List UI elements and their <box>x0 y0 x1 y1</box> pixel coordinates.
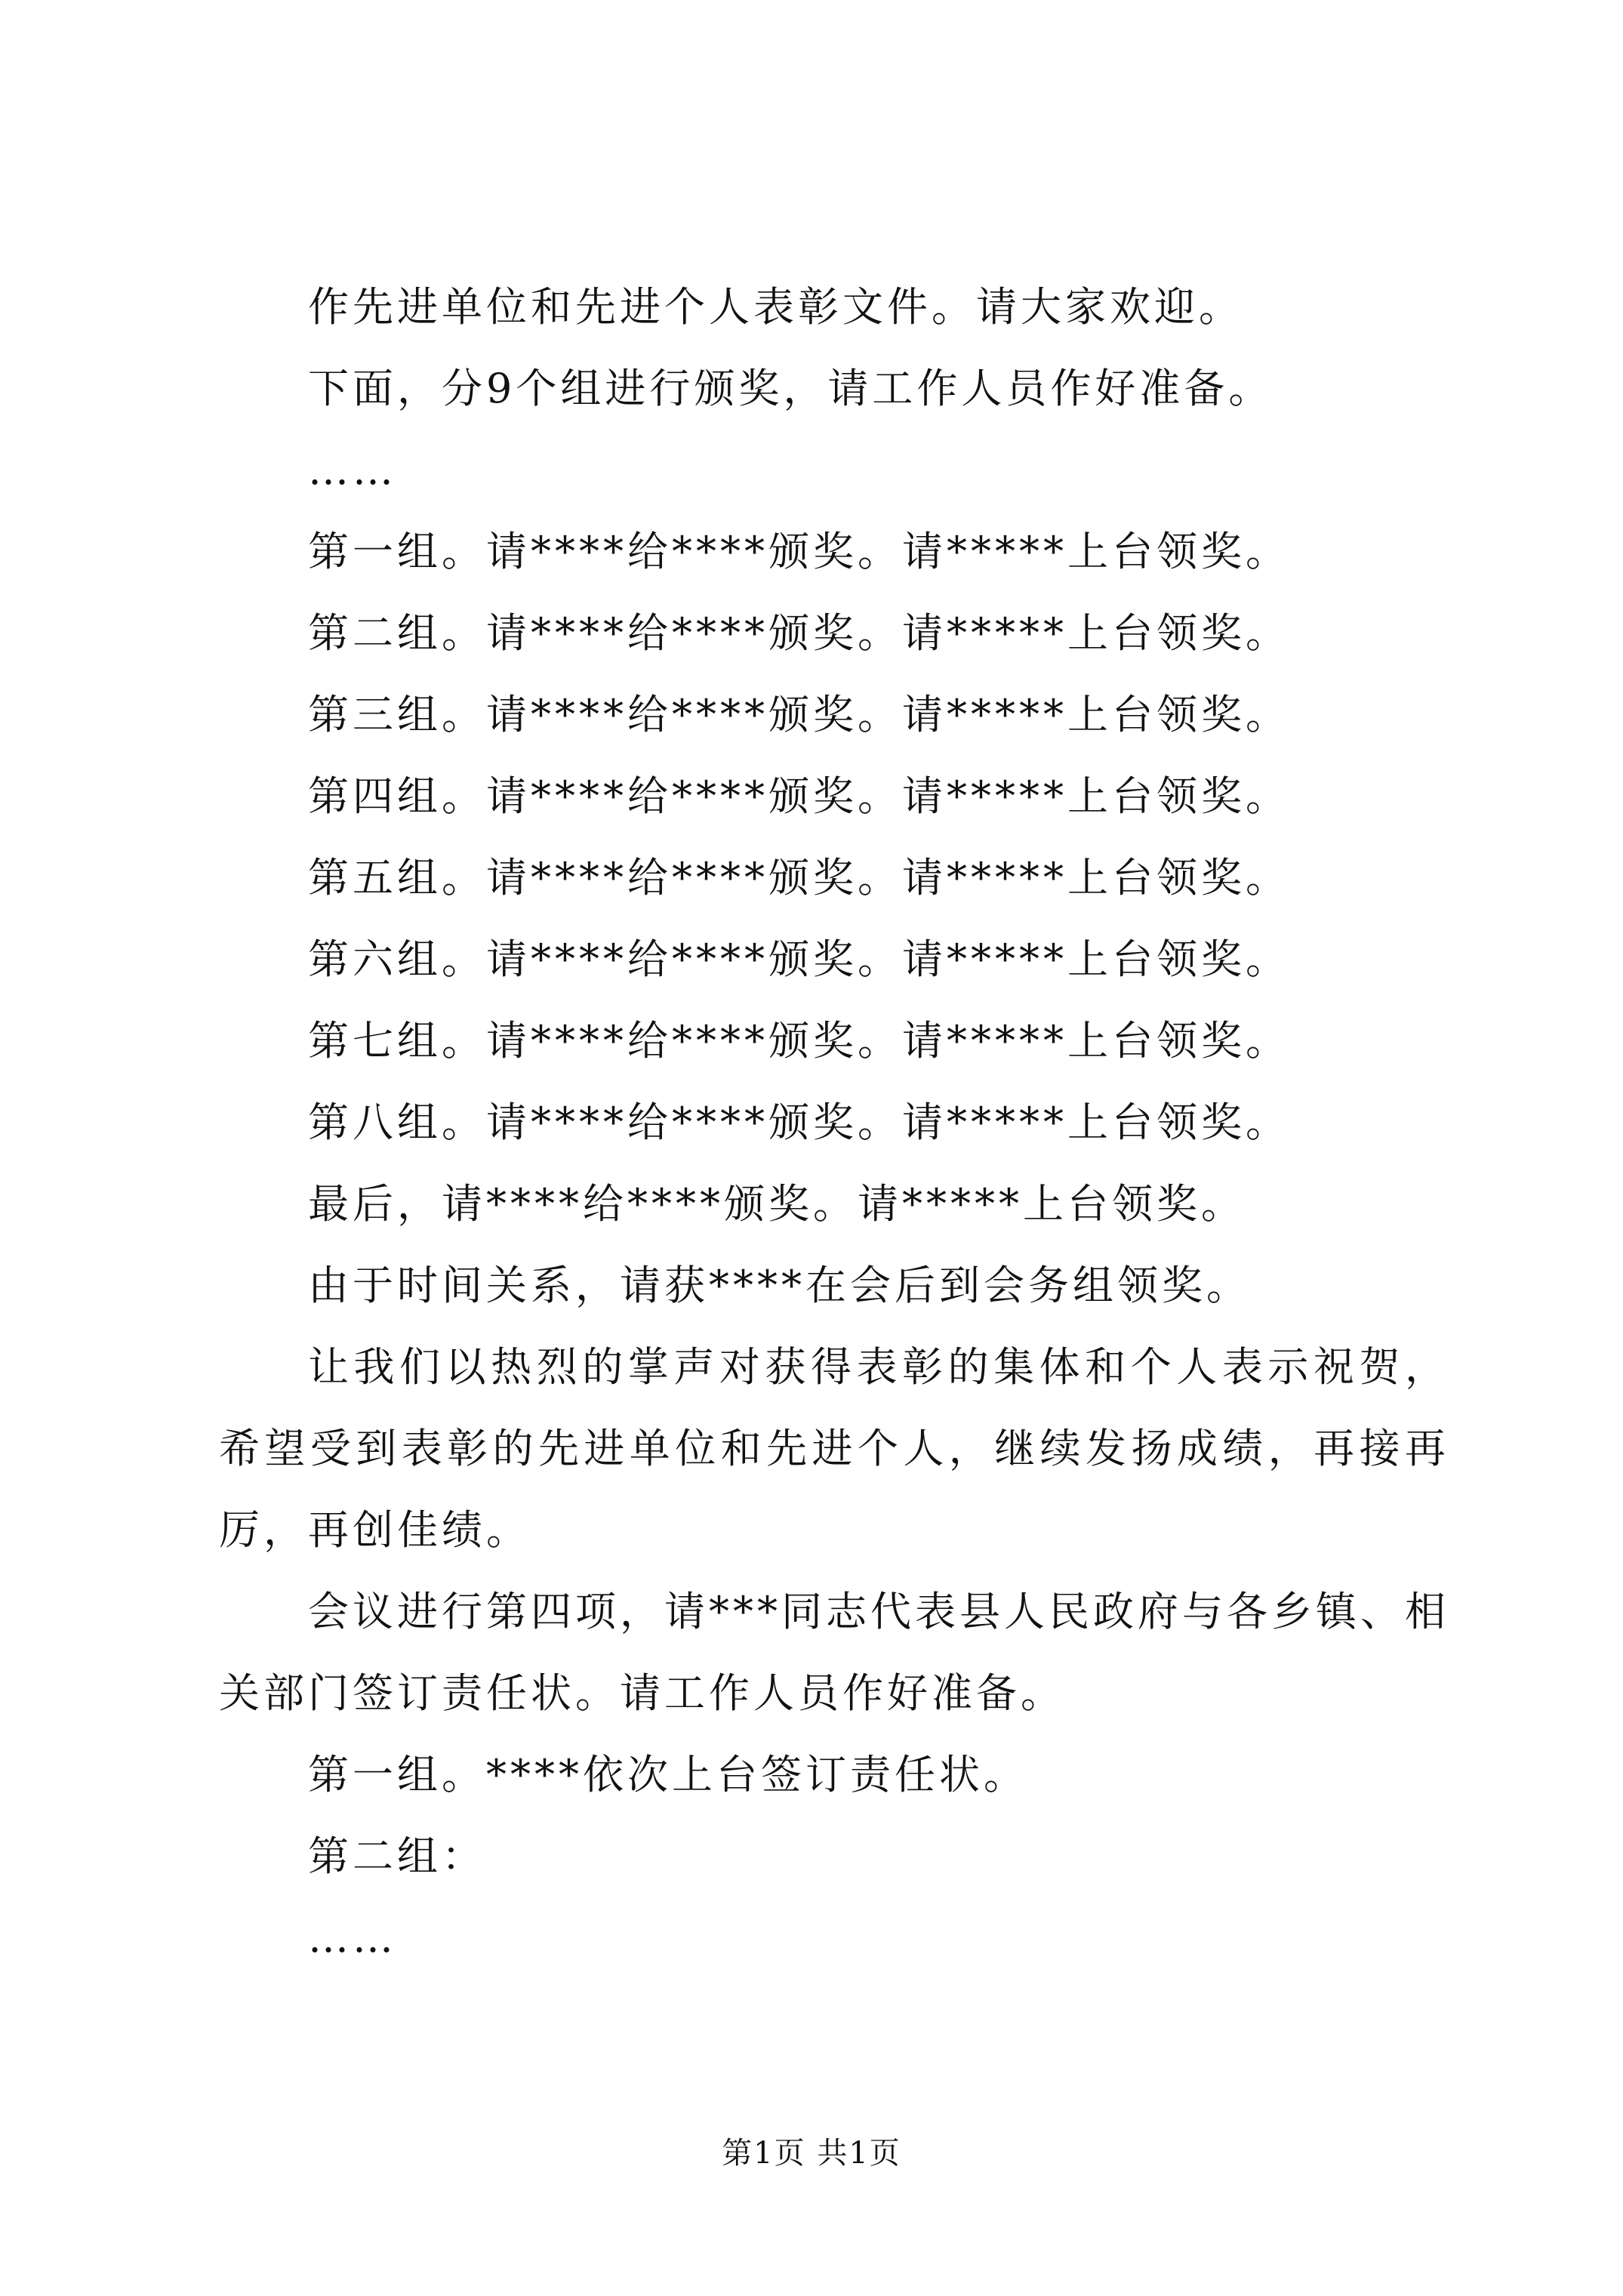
paragraph: 第六组。请****给****颁奖。请*****上台领奖。 <box>308 935 1290 983</box>
paragraph: 第一组。请****给****颁奖。请*****上台领奖。 <box>308 528 1290 575</box>
paragraph: …… <box>308 1914 397 1962</box>
paragraph: 作先进单位和先进个人表彰文件。请大家欢迎。 <box>308 283 1243 331</box>
paragraph: 第三组。请****给****颁奖。请*****上台领奖。 <box>308 691 1290 738</box>
paragraph: 第七组。请****给****颁奖。请*****上台领奖。 <box>308 1017 1290 1065</box>
paragraph: 第五组。请****给****颁奖。请*****上台领奖。 <box>308 854 1290 901</box>
page-footer: 第1页 共1页 <box>722 2136 901 2171</box>
paragraph: 下面，分9个组进行颁奖，请工作人员作好准备。 <box>308 365 1273 412</box>
paragraph: 第一组。****依次上台签订责任状。 <box>308 1751 1028 1798</box>
document-body <box>219 267 1449 1979</box>
paragraph: …… <box>308 446 397 494</box>
paragraph: 由于时间关系，请获****在会后到会务组领奖。 <box>308 1262 1251 1309</box>
paragraph: 第八组。请****给****颁奖。请*****上台领奖。 <box>308 1099 1290 1146</box>
paragraph: 第四组。请****给****颁奖。请*****上台领奖。 <box>308 772 1290 820</box>
paragraph: 会议进行第四项，请***同志代表县人民政府与各乡镇、相关部门签订责任状。请工作人员作好准备。 <box>219 1588 1449 1717</box>
paragraph: 第二组： <box>308 1832 486 1880</box>
paragraph: 第二组。请****给****颁奖。请*****上台领奖。 <box>308 609 1290 657</box>
paragraph: 最后，请****给****颁奖。请*****上台领奖。 <box>308 1180 1246 1228</box>
paragraph: 让我们以热烈的掌声对获得表彰的集体和个人表示祝贺，希望受到表彰的先进单位和先进个人，继续发扬成绩，再接再厉，再创佳绩。 <box>219 1343 1449 1554</box>
